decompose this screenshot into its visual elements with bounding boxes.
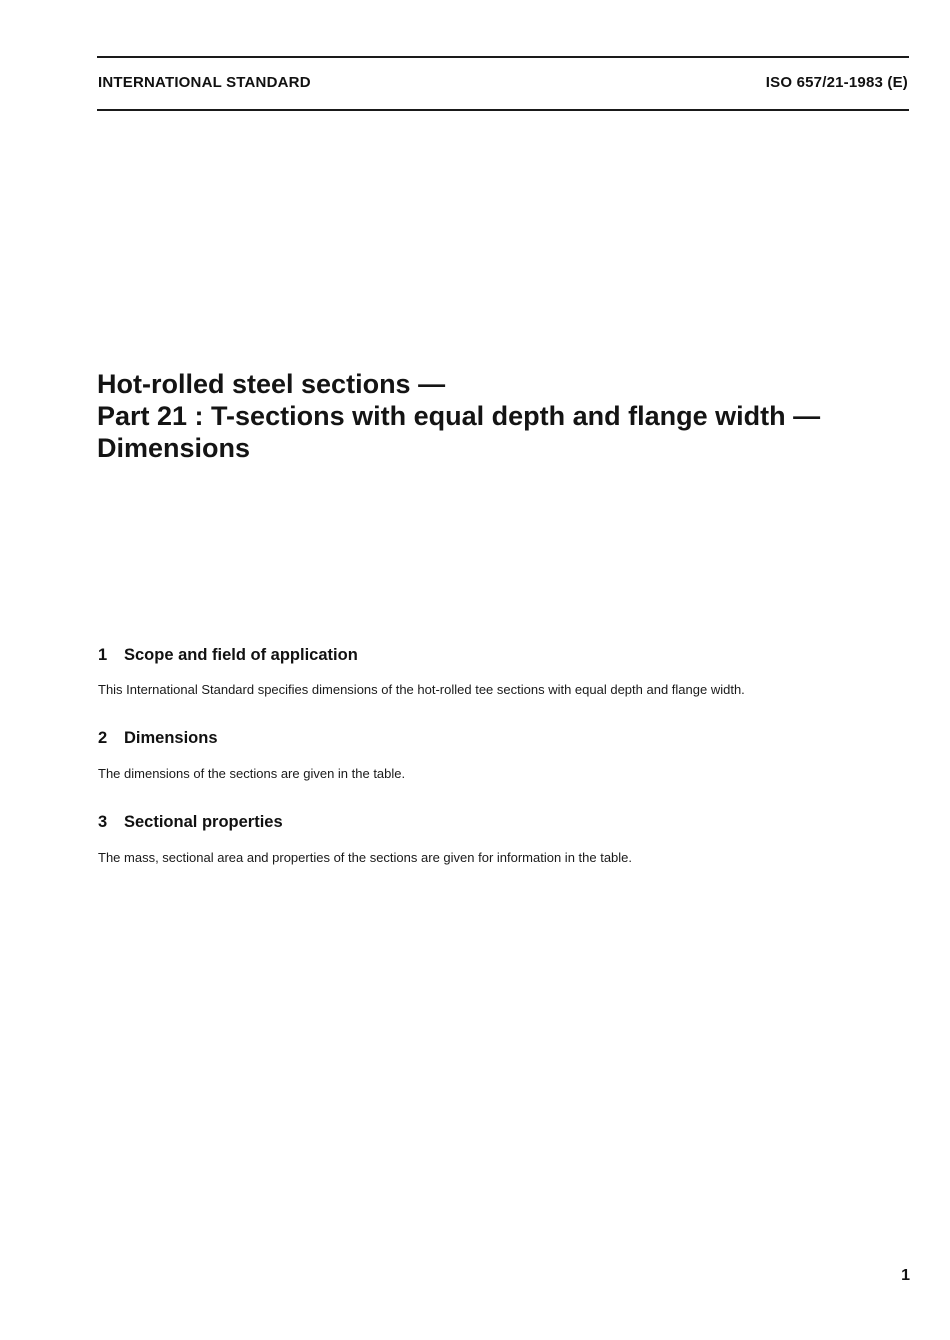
section-number: 3	[98, 813, 108, 831]
section-body-sectional-properties: The mass, sectional area and properties of the sections are given for information in the table.	[98, 850, 633, 865]
document-type-label: INTERNATIONAL STANDARD	[98, 74, 311, 91]
section-heading-scope	[98, 646, 358, 665]
title-line-1: Hot-rolled steel sections —	[97, 369, 446, 399]
section-heading-sectional-properties	[98, 813, 283, 832]
section-title: Dimensions	[124, 729, 218, 747]
title-line-3: Dimensions	[97, 433, 251, 463]
section-body-scope: This International Standard specifies dimensions of the hot-rolled tee sections with equal depth and flange width.	[98, 682, 745, 697]
section-title: Sectional properties	[124, 813, 283, 831]
header-bottom-rule	[97, 109, 909, 111]
title-line-2: Part 21 : T-sections with equal depth and flange width —	[97, 401, 821, 431]
section-number: 2	[98, 729, 108, 747]
section-title: Scope and field of application	[124, 646, 358, 664]
header-top-rule	[97, 56, 909, 58]
page-number: 1	[901, 1267, 910, 1284]
document-title	[97, 368, 909, 464]
section-body-dimensions: The dimensions of the sections are given in the table.	[98, 766, 406, 781]
standard-reference: ISO 657/21-1983 (E)	[765, 74, 908, 91]
section-number: 1	[98, 646, 108, 664]
section-heading-dimensions	[98, 729, 218, 748]
